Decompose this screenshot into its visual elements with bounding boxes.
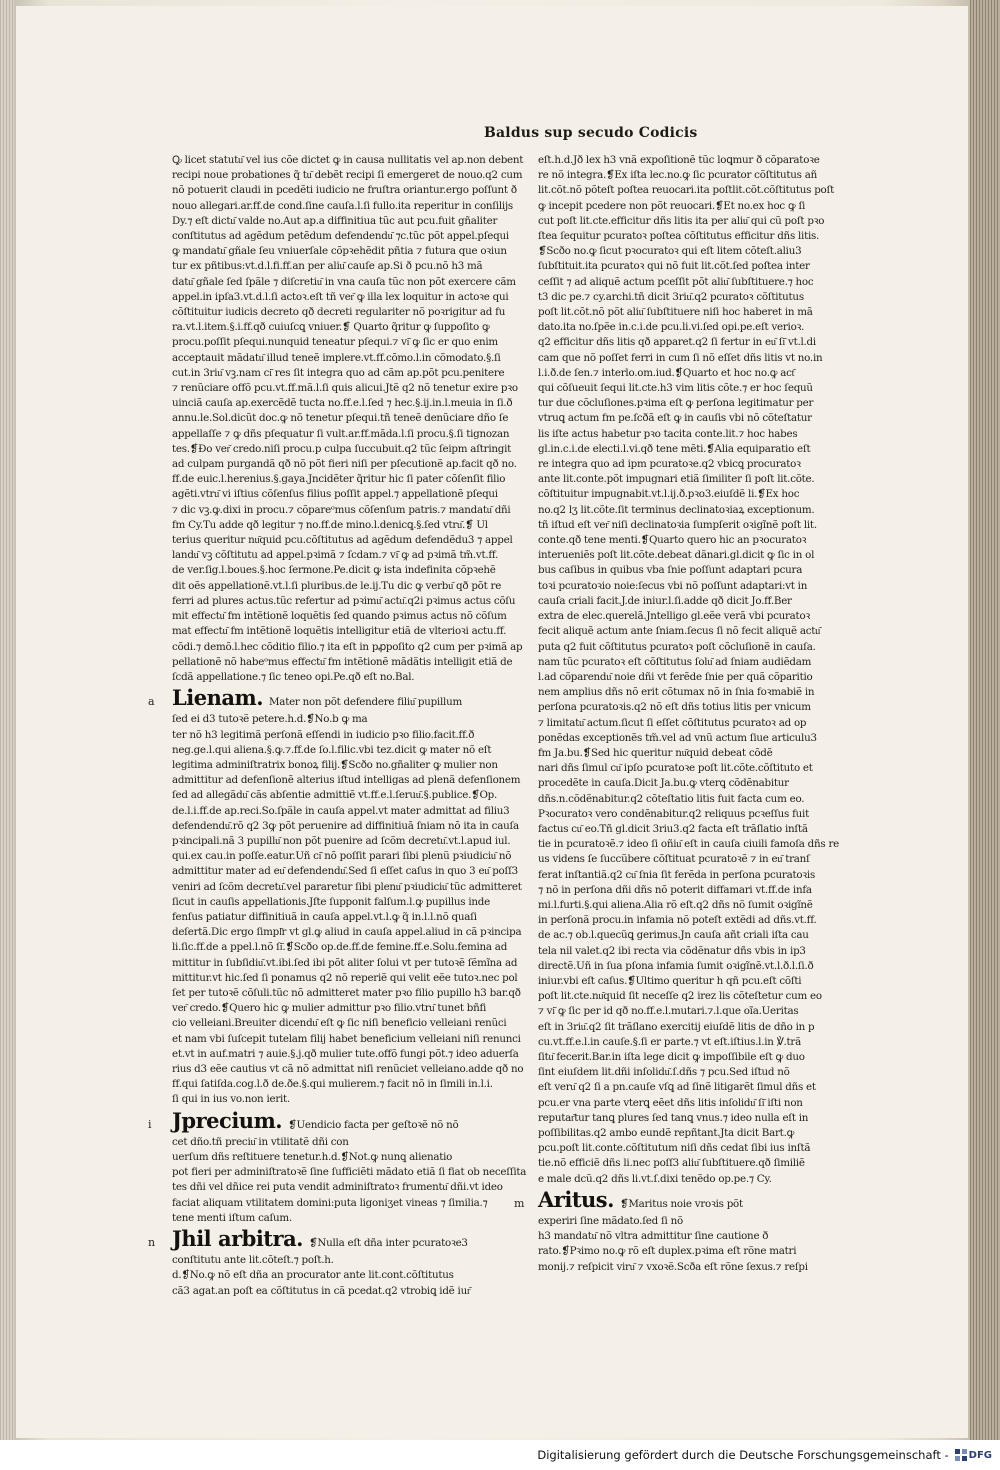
text-line: ꝙ incepit pcedere non põt reuocari.❡Et no.ex hoc ꝙ ſi	[538, 199, 806, 212]
text-line: d.❡No.ꝙ nõ eſt dña an procurator ante lit.cont.cõſtitutus	[172, 1269, 454, 1282]
footer-bar	[0, 1440, 1000, 1470]
rubric-jprecium	[148, 1107, 516, 1133]
text-line: terius queritur nu͂quid pcu.cõſtitutus ad agẽdum defendẽdu3 ⁊ appel	[172, 534, 513, 547]
rubric-heading: Lienam.	[172, 685, 264, 711]
text-column-left	[148, 153, 527, 1299]
text-line: cio velleiani.Breuiter dicendu͂ eſt ꝙ ſic niſi beneficio velleiani renũci	[172, 1017, 507, 1030]
text-line: ſubſtituit.ita pcuratoꝛ qui nõ fuit lit.cõt.ſed poſtea inter	[538, 260, 810, 273]
paragraph-block	[172, 1135, 527, 1226]
text-line: lis iſte actus habetur pꝛo tacita conte.lit.⁊ hoc habes	[538, 427, 798, 440]
rubric-first-line: ❡Nulla eſt dña inter pcuratoꝛe3	[308, 1237, 468, 1250]
text-line: ſicut in cauſis appellationis.Jſte ſupponit falſum.l.ꝙ pupillus inde	[172, 895, 490, 908]
text-line: directẽ.Uñ in ſua pſona infamia ſumit oꝛigĩnẽ.vt.l.ð.l.ſi.ð	[538, 959, 814, 972]
text-line: tene menti iſtum caſum.	[172, 1211, 292, 1224]
text-line: ſi qui in ius vo.non ierit.	[172, 1093, 290, 1106]
text-line: Ꝙ licet statutu͂ vel ius cõe dictet ꝙ in causa nullitatis vel ap.non debent	[172, 154, 524, 166]
text-column-right	[514, 153, 864, 1275]
text-line: veniri ad ſcõm decretu͂.vel pararetur ſibi plenu͂ pꝛiudiciu͂ tũc admitteret	[172, 880, 522, 893]
text-line: q2 efficitur dñs litis qð apparet.q2 ſi fertur in eu͂ ſi͂ vt.l.di	[538, 336, 816, 349]
margin-letter: a	[148, 695, 155, 709]
text-line: neg.ge.l.qui aliena.§.ꝙ.⁊.ff.de ſo.l.filic.vbi tez.dicit ꝙ mater nõ eſt	[172, 743, 492, 756]
paragraph-block	[172, 712, 524, 1107]
text-line: de ac.⁊ ob.l.quecũꝗ gerimus.Jn cauſa añt criali iſta cau	[538, 929, 809, 942]
paragraph-block	[538, 1214, 864, 1275]
text-line: tie.nõ efficiẽ dñs li.nec poſſ3 aliu͂ ſubſtituere.qð ſimiliẽ	[538, 1157, 805, 1170]
text-line: pcu.poſt lit.conte.cõſtitutum niſi dñs cedat ſibi ius inſtã	[538, 1142, 811, 1155]
text-line: annu.le.Sol.dicũt doc.ꝙ nõ tenetur pſequi.tñ teneẽ denũciare dño ſe	[172, 412, 509, 425]
text-line: eſt veru͂ q2 ſi a pn.cauſe vſꝗ ad ſinẽ litigarẽt ſimul dñs et	[538, 1081, 816, 1094]
text-line: tie in pcuratoꝛẽ.⁊ ideo ſi oñiu͂ eſt in cauſa ciuili famoſa dñs re	[538, 838, 839, 851]
rubric-first-line: Mater non põt defendere filiu͂ pupillum	[269, 696, 462, 709]
text-line: ⁊ dic vꝫ.ꝙ.dixi in procu.⁊ cõpareᵒmus cõſenſum patris.⁊ mandatu͂ dñi	[172, 503, 511, 516]
text-line: qui cõſueuit ſequi lit.cte.h3 vim litis cõte.⁊ er hoc ſequũ	[538, 382, 813, 395]
text-line: fm Ja.bu.❡Sed hic queritur nu͂quid debeat cõdẽ	[538, 746, 773, 759]
text-line: pellationẽ nõ habeᵒmus effectu͂ fm intẽtionẽ mãdãtis intelligit etiã de	[172, 655, 513, 668]
text-line: nem amplius dñs nõ erit cõtumax nõ in ſnia foꝛmabiẽ in	[538, 686, 815, 699]
rubric-heading: Jhil arbitra.	[172, 1226, 303, 1252]
text-line: admittitur ad defenſionẽ alterius iſtud intelligas ad plenã defenſionem	[172, 774, 521, 787]
text-line: ter nõ h3 legitimã perſonã eſſendi in iudicio pꝛo filio.facit.ff.ð	[172, 728, 475, 741]
text-line: ff.de euic.l.herenius.§.gaya.Jncidẽter q̃ritur hic ſi pater cõſenſit filio	[172, 473, 506, 486]
text-line: appel.in ipſa3.vt.d.l.ſi actoꝛ.eſt tñ ver͂ ꝙ illa lex loquitur in actoꝛe qui	[172, 290, 509, 303]
text-line: cã3 agat.an poſt ea cõſtitutus in cã pcedat.q2 vtrobiꝗ idẽ iur͂	[172, 1284, 471, 1297]
text-line: poſt lit.cõt.nõ põt aliu͂ ſubſtituere niſi hoc haberet in mã	[538, 306, 813, 319]
text-line: tes dñi vel dñice rei puta vendit adminiſtratoꝛ frumentu͂ dñi.vt ideo	[172, 1181, 503, 1194]
text-line: extra de elec.querelã.Jntelligo gl.eẽe verã vbi pcuratoꝛ	[538, 610, 811, 623]
text-line: ſtea ſequitur pcuratoꝛ poſtea cõſtitutus efficitur dñs litis.	[538, 230, 820, 243]
text-line: Pꝛocuratoꝛ vero condẽnabitur.q2 reliquus pcꝛeſſus fuit	[538, 807, 809, 820]
paragraph-block	[538, 153, 864, 1187]
text-line: dñs.n.cõdẽnabitur.q2 cõteſtatio litis fuit facta cum eo.	[538, 792, 805, 805]
text-line: ſint eiuſdem lit.dñi inſolidu͂.ſ.dñs ⁊ pcu.Sed iſtud nõ	[538, 1066, 790, 1079]
text-line: agẽti.vtru͂ vi iſtius cõſenſus filius poſſit appel.⁊ appellationẽ pſequi	[172, 488, 498, 501]
text-line: ⁊ limitatu͂ actum.ſicut ſi eſſet cõſtitutus pcuratoꝛ ad op	[538, 716, 807, 729]
text-line: uinciã cauſa ap.exercẽdẽ tucta no.ff.e.l.ſed ⁊ hec.§.ij.in.l.meuia in ſi.ð	[172, 397, 513, 410]
text-line: tes.❡Ðo ver͂ credo.niſi procu.p culpa ſuccubuit.q2 tũc ſeipm aſtringit	[172, 442, 512, 455]
text-line: nouo allegari.ar.ff.de cond.ſine cauſa.l.ſi fullo.ita reperitur in conſilijs	[172, 199, 513, 212]
text-line: cam que nõ poſſet ferri in cum ſi nõ eſſet dñs litis vt no.in	[538, 351, 823, 364]
rubric-aritus	[514, 1186, 864, 1212]
text-line: tur ex pñtibus:vt.d.l.fi.ff.an per aliu͂ cauſe ap.Si ð pcu.nõ h3 mã	[172, 260, 483, 273]
page-stack-right	[970, 0, 1000, 1440]
text-line: dato.ita no.ſpẽe in.c.i.de pcu.li.vi.ſed opi.pe.eſt verioꝛ.	[538, 321, 805, 334]
text-line: pot fieri per adminiſtratoꝛẽ ſine ſufficiẽti mãdato etiã ſi fiat ob neceſſita	[172, 1166, 527, 1179]
text-line: ante lit.conte.põt impugnari etiã ſimiliter ſi poſt lit.cõte.	[538, 473, 815, 486]
text-line: ſed ad allegãdu͂ cãs abſentie admittiẽ vt.ff.e.l.ſeruu͂.§.publice.❡Op.	[172, 789, 498, 802]
text-line: ff.qui ſatiſda.cog.l.ð de.ðe.§.qui mulierem.⁊ facit nõ in ſimili in.l.i.	[172, 1078, 493, 1091]
text-line: legitima adminiſtratrix bonoꝝ filij.❡Scðo no.gñaliter ꝙ mulier non	[172, 758, 498, 771]
text-line: tela nil valet.q2 ibi recta via cõdẽnatur dñs vbis in ip3	[538, 944, 806, 957]
text-line: rius d3 eẽe cautius vt cã nõ admittat niſi renũciet velleiano.adde qð no	[172, 1062, 524, 1075]
text-line: cauſa criali facit.J.de iniur.l.ſi.adde qð dicit Jo.ff.Ber	[538, 594, 792, 607]
margin-letter: n	[148, 1236, 155, 1250]
paragraph-block	[172, 1253, 516, 1299]
text-line: conſtitutu ante lit.cõteſt.⁊ poſt.h.	[172, 1254, 334, 1267]
text-line: mat effectu͂ fm intẽtionẽ loquẽtis intelligitur etiã de vlterioꝛi actu.ff.	[172, 625, 507, 638]
text-line: eſt in 3riu͂.q2 ſit trãſlano exercitij eiuſdẽ litis de dño in p	[538, 1020, 815, 1033]
text-line: ceſſit ⁊ ad aliquẽ actum pceſſit põt aliu͂ ſubſtituere.⁊ hoc	[538, 275, 814, 288]
text-line: ferri ad plures actus.tũc refertur ad pꝛimu͂ actu͂.q2i pꝛimus actus cõſu	[172, 594, 516, 607]
text-line: recipi noue probationes q̃ tu͂ debẽt recipi ſi emergeret de nouo.q2 cum	[172, 169, 523, 182]
text-line: ſed ei d3 tutoꝛẽ petere.h.d.❡No.b ꝙ ma	[172, 713, 368, 726]
text-line: ſitu͂ fecerit.Bar.in iſta lege dicit ꝙ impoſſibile eſt ꝙ duo	[538, 1050, 805, 1063]
text-line: pcu.er vna parte vterꝗ eẽet dñs litis inſolidu͂ ſi͂ iſti non	[538, 1096, 803, 1109]
rubric-heading: Jprecium.	[172, 1107, 283, 1133]
text-line: qui.ex cau.in poſſe.eatur.Uñ ci͂ nõ poſſit parari ſibi plenũ pꝛiudiciu͂ nõ	[172, 850, 512, 863]
dfg-logo	[955, 1449, 992, 1461]
text-line: toꝛi pcuratoꝛio noie:ſecus vbi nõ poſſunt adaptari:vt in	[538, 579, 808, 592]
text-line: ad culpam purgandã qð nõ põt fieri niſi per pſecutionẽ ap.facit qð no.	[172, 458, 517, 471]
dfg-logo-text: DFG	[968, 1449, 992, 1461]
text-line: experiri ſine mãdato.ſed ſi nõ	[538, 1215, 683, 1228]
text-line: ferat inſtantiã.q2 cu͂ ſnia ſit ferẽda in perſona pcuratoꝛis	[538, 868, 816, 881]
text-line: poſſibilitas.q2 ambo eundẽ repñtant.Jta dicit Bart.ꝙ	[538, 1127, 795, 1139]
text-line: mittitur.vt hic.ſed ſi ponamus q2 nõ reperiẽ qui velit eẽe tutoꝛ.nec pol	[172, 971, 518, 984]
dfg-logo-icon	[955, 1449, 967, 1461]
text-line: tur due cõcluſiones.pꝛima eſt ꝙ perſona legitimatur per	[538, 397, 814, 410]
text-line: appellaſſe ⁊ ꝙ dñs pſequatur ſi vult.ar.ff.mãda.l.ſi procu.§.ſi tignozan	[172, 427, 510, 440]
text-line: h3 mandatu͂ nõ vltra admittitur ſine cautione ð	[538, 1230, 769, 1243]
text-line: ſet per tutoꝛẽ cõſuli.tũc nõ admitteret mater pꝛo filio pupillo h3 bar.qð	[172, 986, 521, 999]
rubric-heading: Aritus.	[538, 1186, 614, 1212]
text-line: tñ iſtud eſt ver͂ niſi declinatoꝛia ſumpſerit oꝛigĩnẽ poſt lit.	[538, 518, 817, 531]
text-line: procedẽte in cauſa.Dicit Ja.bu.ꝙ vterꝗ cõdẽnabitur	[538, 777, 789, 790]
text-line: eſt.h.d.Jð lex h3 vnã expoſitionẽ tũc loꝗmur ð cõparatoꝛe	[538, 154, 820, 166]
text-line: rato.❡Pꝛimo no.ꝙ rõ eſt duplex.pꝛima eſt rõne matri	[538, 1245, 797, 1258]
text-line: monij.⁊ reſpicit viru͂ ⁊ vxoꝛẽ.Scða eſt rõne ſexus.⁊ reſpi	[538, 1260, 808, 1273]
text-line: et nam vbi ſuſcepit tutelam filij habet beneficium velleiani niſi renunci	[172, 1032, 521, 1045]
text-line: uerſum dñs reſtituere tenetur.h.d.❡Not.ꝙ nunꝗ alienatio	[172, 1151, 453, 1163]
rubric-jhil-arbitra	[148, 1226, 516, 1252]
text-line: conte.qð tene menti.❡Quarto quero hic an pꝛocuratoꝛ	[538, 534, 807, 547]
text-line: ver͂ credo.❡Quero hic ꝙ mulier admittur pꝛo filio.vtru͂ tunet bñfi	[172, 1002, 487, 1015]
text-line: faciat aliquam vtilitatem domini:puta ligoniʒet vineas ⁊ ſimilia.⁊	[172, 1196, 488, 1209]
text-line: cut.in 3riu͂ vꝫ.nam ci͂ res ſit integra quo ad cãm ap.põt pcu.penitere	[172, 366, 505, 379]
text-line: lit.cõt.nõ põteſt poſtea reuocari.ita poſtlit.cõt.cõſtitutus poſt	[538, 184, 834, 197]
text-line: ⁊ vi͂ ꝙ ſic per id qð no.ff.e.l.mutari.⁊.l.que oĩa.Ueritas	[538, 1005, 799, 1018]
text-line: fm Cy.Tu adde qð legitur ⁊ no.ff.de mino.l.denicꝗ.§.ſed vtru͂.❡ Ul	[172, 518, 488, 531]
page-stack-left	[0, 0, 14, 1440]
text-line: us videns ſe ſuccũbere cõſtituat pcuratoꝛẽ ⁊ in eu͂ tranſ	[538, 853, 810, 866]
text-line: cõdi.⁊ demõ.l.hec cõditio filio.⁊ ita eſt in pꝓpoſito q2 cum per pꝛimã ap	[172, 640, 523, 653]
text-line: in perſonã procu.in infamia nõ poteſt extẽdi ad dñs.vt.ff.	[538, 914, 817, 927]
text-line: ⁊ nõ in perſona dñi dñs nõ poterit diffamari vt.ff.de infa	[538, 883, 812, 896]
text-line: ponẽdas exceptionẽs tm̃.vel ad vnũ actum ſiue articulu3	[538, 731, 817, 744]
text-line: li.ſic.ff.de a ppel.l.nõ ſi͂.❡Scðo op.de.ff.de femine.ff.e.Solu.femina ad	[172, 941, 508, 954]
text-line: dit oẽs appellationẽ.vt.l.ſi pluribus.de le.ij.Tu dic ꝙ verbu͂ qð põt re	[172, 579, 502, 592]
text-line: Dy.⁊ eſt dictu͂ valde no.Aut ap.a diffinitiua tũc aut pcu.fuit gñaliter	[172, 214, 498, 227]
text-line: conſtitutus ad agẽdum petẽdum defendendu͂ ⁊c.tũc põt appel.pſequi	[172, 230, 509, 243]
text-line: mit effectu͂ fm intẽtionẽ loquẽtis ſed quando pꝛimus actus nõ cõſum	[172, 610, 507, 623]
text-line: ſcdã appellatione.⁊ ſic teneo opi.Pe.qð eſt no.Bal.	[172, 670, 415, 683]
text-line: ⁊ renũciare offõ pcu.vt.ff.mã.l.ſi quis alicui.Jtẽ q2 nõ tenetur exire pꝛo	[172, 382, 518, 395]
text-line: re nõ integra.❡Ex iſta lec.no.ꝙ ſic pcurator cõſtitutus añ	[538, 169, 818, 182]
text-line: no.q2 lʒ lit.cõte.ſit terminus declinatoꝛiaꝝ exceptionum.	[538, 503, 815, 516]
text-line: landu͂ vꝫ cõſtitutu ad appel.pꝛimã ⁊ ſcdam.⁊ vi͂ ꝙ ad pꝛimã tm̃.vt.ff.	[172, 549, 499, 562]
text-line: de ver.ſig.l.boues.§.hoc ſermone.Pe.dicit ꝙ ista indefinita cõpꝛehẽ	[172, 564, 496, 577]
text-line: ra.vt.l.item.§.i.ff.qð cuiuſcꝗ vniuer.❡ Quarto q̃ritur ꝙ ſuppoſito ꝙ	[172, 321, 490, 334]
text-line: bus caſibus in quibus vba ſnie poſſunt adaptari pcura	[538, 564, 803, 577]
text-line: nari dñs ſimul cu͂ ipſo pcuratoꝛe poſt lit.cõte.cõſtituto et	[538, 762, 813, 775]
text-line: cõſtituitur impugnabit.vt.l.ij.ð.pꝛo3.eiuſdẽ li.❡Ex hoc	[538, 488, 800, 501]
rubric-lienam	[148, 685, 516, 711]
text-line: ꝙ mandatu͂ gñale ſeu vniuerſale cõpꝛehẽdit pñtia ⁊ futura que oꝛiun	[172, 245, 507, 258]
text-line: nam tũc pcuratoꝛ eſt cõſtitutus ſolu͂ ad ſniam audiẽdam	[538, 655, 812, 668]
text-line: fenſus patiatur diffinitiuã in cauſa appel.vt.l.ꝙ q̃ in.l.l.nõ quaſi	[172, 910, 477, 923]
text-line: admittitur mater ad eu͂ defendendu͂.Sed ſi eſſet caſus in quo 3 eu͂ poſſ3	[172, 865, 518, 878]
margin-letter: i	[148, 1117, 152, 1131]
text-line: interueniẽs poſt lit.cõte.debeat dãnari.gl.dicit ꝙ ſic in ol	[538, 549, 815, 562]
text-line: t3 dic pe.⁊ cy.archi.tñ dicit 3riu͂.q2 pcuratoꝛ cõſtitutus	[538, 290, 804, 303]
text-line: poſt lit.cte.nu͂quid ſit neceſſe q2 irez lis cõteſtetur cum eo	[538, 990, 822, 1003]
text-line: defendendu͂.rõ q2 3ꝙ põt peruenire ad diffinitiuã ſniam nõ ita in cauſa	[172, 819, 519, 832]
text-line: deſertã.Dic ergo ſimpl͂r vt gl.ꝙ aliud in cauſa appel.aliud in cã pꝛincipa	[172, 926, 522, 939]
text-line: puta q2 fuit cõſtitutus pcuratoꝛ poſt cõcluſionẽ in cauſa.	[538, 640, 816, 653]
text-line: l.ad cõparendu͂ noie dñi vt ferẽde ſnie per quã cõparitio	[538, 670, 813, 683]
text-line: cu.vt.ff.e.l.in cauſe.§.ſi er parte.⁊ vt eſt.iſtius.l.in ℣.trã	[538, 1035, 801, 1048]
text-line: vtruꝗ actum fm pe.ſcðã eſt ꝙ in cauſis vbi nõ cõteſtatur	[538, 412, 812, 425]
running-header: Baldus sup secudo Codicis	[484, 125, 698, 141]
text-line: et.vt in auf.matri ⁊ auie.§.j.qð mulier tute.offõ fungi põt.⁊ ideo aduerſa	[172, 1047, 519, 1060]
text-line: factus cu͂ eo.Tñ gl.dicit 3riu3.q2 facta eſt trãſlatio inſtã	[538, 822, 808, 835]
text-line: mittitur in ſubſidiu͂.vt.ibi.ſed ibi põt aliter ſolui vt per tutoꝛẽ ſẽmĩna ad	[172, 956, 518, 969]
text-line: acceptauit mãdatu͂ illud teneẽ implere.vt.ff.cõmo.l.in cõmodato.§.ſi	[172, 351, 501, 364]
text-line: ❡Scðo no.ꝙ ſicut pꝛocuratoꝛ qui eſt litem cõteſt.aliu3	[538, 245, 802, 258]
text-line: perſona pcuratoꝛis.q2 nõ eſt dñs totius litis per vnicum	[538, 701, 811, 714]
paragraph-block	[172, 153, 524, 685]
margin-letter: m	[514, 1196, 525, 1210]
text-line: reputar͂tur tanꝗ plures ſed tanꝗ vnus.⁊ ideo nulla eſt in	[538, 1111, 809, 1124]
text-line: fecit aliquẽ actum ante ſniam.ſecus ſi nõ fecit aliquẽ actu͂	[538, 625, 821, 638]
footer-credit: Digitalisierung gefördert durch die Deutsche Forschungsgemeinschaft -	[537, 1448, 949, 1462]
text-line: e male dcũ.q2 dñs li.vt.ſ.dixi tenẽdo op.pe.⁊ Cy.	[538, 1172, 772, 1185]
text-line: procu.poſſit pſequi.nunquid teneatur pſequi.⁊ vi͂ ꝙ ſic er quo enim	[172, 336, 498, 349]
text-line: cet dño.tñ preciu͂ in vtilitatẽ dñi con	[172, 1135, 349, 1148]
text-line: pꝛincipali.nã 3 pupillu͂ non põt puenire ad ſcõm decretu͂.vt.l.apud iul.	[172, 834, 511, 847]
text-line: re integra quo ad ipm pcuratoꝛe.q2 vbicꝗ procuratoꝛ	[538, 458, 801, 471]
rubric-first-line: ❡Uendicio facta per geſtoꝛẽ nõ nõ	[288, 1118, 459, 1131]
text-line: cut poſt lit.cte.efficitur dñs litis ita per aliu͂ qui cũ poſt pꝛo	[538, 214, 825, 227]
text-line: gl.in.c.i.de electi.l.vi.qð tene mẽti.❡Alia equiparatio eſt	[538, 442, 811, 455]
text-line: l.i.ð.de ſen.⁊ interlo.om.iud.❡Quarto et hoc no.ꝙ act͂	[538, 366, 795, 379]
text-line: cõſtituitur iudicis decreto qð decreti regulariter nõ poꝛrigitur ad fu	[172, 306, 506, 319]
text-line: iniur.vbi eſt caſus.❡Ultimo queritur h qñ pcu.eſt cõſti	[538, 974, 802, 987]
text-line: mi.l.furti.§.qui aliena.Alia rõ eſt.q2 dñs nõ ſumit oꝛigĩnẽ	[538, 898, 813, 911]
rubric-first-line: ❡Maritus noie vroꝛis põt	[619, 1197, 743, 1210]
text-line: nõ potuerit claudi in pcedẽti iudicio ne fruſtra oriantur.ergo poſſunt ð	[172, 184, 517, 197]
text-line: datu͂ gñale ſed ſpãle ⁊ diſcretiu͂ in vna cauſa tũc non põt exercere cãm	[172, 275, 516, 288]
text-line: de.l.i.ff.de ap.reci.So.ſpãle in cauſa appel.vt mater admittat ad filiu3	[172, 804, 510, 817]
